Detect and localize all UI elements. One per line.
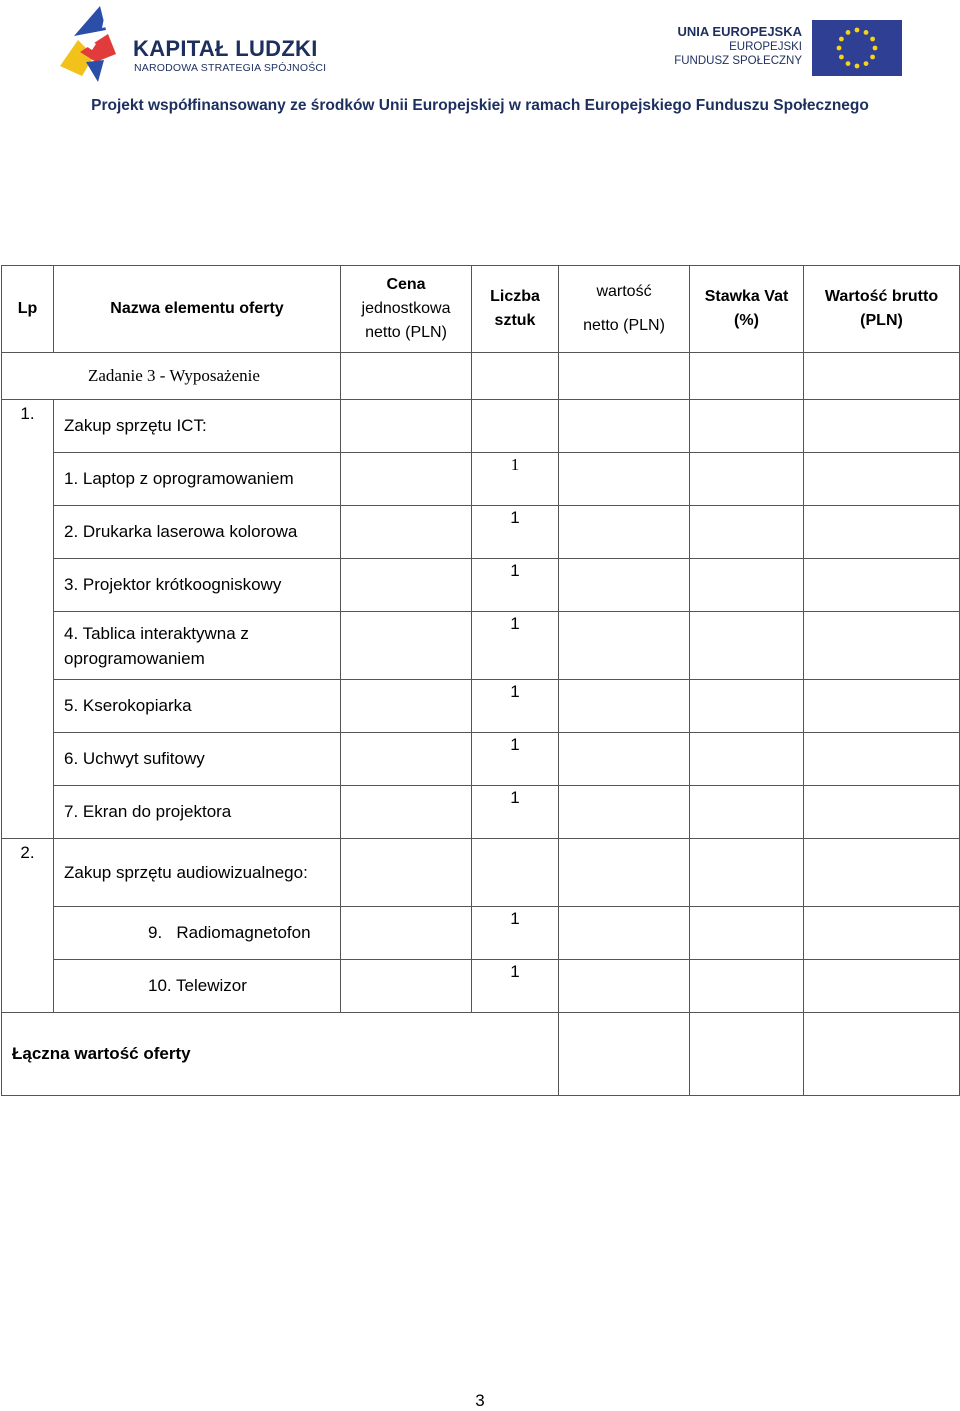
table-row: [2, 786, 960, 839]
col-header-name: Nazwa elementu oferty: [54, 266, 341, 353]
item-qty: 1: [472, 559, 559, 612]
header-row: [2, 266, 960, 353]
item-qty: 1: [472, 960, 559, 1013]
eu-flag-icon: [812, 20, 902, 76]
total-row: [2, 1013, 960, 1096]
col-header-net-value: wartość netto (PLN): [559, 266, 690, 353]
task-title: Zadanie 3 - Wyposażenie: [2, 353, 341, 400]
item-name: 5. Kserokopiarka: [54, 680, 341, 733]
table-row: [2, 612, 960, 680]
group1-row: [2, 400, 960, 453]
group2-name: Zakup sprzętu audiowizualnego:: [54, 839, 341, 907]
table-row: [2, 960, 960, 1013]
item-name: 4. Tablica interaktywna z oprogramowaniem: [54, 612, 341, 680]
item-name: 6. Uchwyt sufitowy: [54, 733, 341, 786]
item-qty: 1: [472, 786, 559, 839]
table-row: [2, 733, 960, 786]
item-qty: 1: [472, 733, 559, 786]
group2-lp: 2.: [2, 839, 54, 1013]
kapital-ludzki-logo: [60, 6, 350, 92]
eu-line2: EUROPEJSKI: [729, 41, 802, 53]
page-number: 3: [475, 1391, 485, 1410]
col-header-lp: Lp: [2, 266, 54, 353]
group1-name: Zakup sprzętu ICT:: [54, 400, 341, 453]
item-name: 1. Laptop z oprogramowaniem: [54, 453, 341, 506]
offer-table: [1, 265, 960, 1096]
table-row: [2, 907, 960, 960]
item-qty: 1: [472, 506, 559, 559]
item-name: 2. Drukarka laserowa kolorowa: [54, 506, 341, 559]
item-qty: 1: [472, 907, 559, 960]
table-row: [2, 559, 960, 612]
item-name: 9. Radiomagnetofon: [54, 907, 341, 960]
table-row: [2, 506, 960, 559]
item-name: 10. Telewizor: [54, 960, 341, 1013]
eu-line1: UNIA EUROPEJSKA: [677, 24, 802, 39]
project-cofinancing-line: Projekt współfinansowany ze środków Unii Europejskiej w ramach Europejskiego Funduszu Społecznego: [91, 97, 869, 114]
item-name: 7. Ekran do projektora: [54, 786, 341, 839]
item-qty: 1: [472, 453, 559, 506]
table-row: [2, 680, 960, 733]
col-header-vat: Stawka Vat (%): [690, 266, 804, 353]
eu-logo: [676, 20, 906, 80]
table-row: [2, 453, 960, 506]
kapital-ludzki-emblem-icon: [60, 6, 130, 92]
task-row: [2, 353, 960, 400]
item-qty: 1: [472, 680, 559, 733]
item-name: 3. Projektor krótkoogniskowy: [54, 559, 341, 612]
eu-line3: FUNDUSZ SPOŁECZNY: [674, 55, 802, 67]
total-label: Łączna wartość oferty: [2, 1013, 559, 1096]
col-header-quantity: Liczba sztuk: [472, 266, 559, 353]
kapital-ludzki-title: KAPITAŁ LUDZKI: [133, 36, 318, 61]
group2-row: [2, 839, 960, 907]
kapital-ludzki-subtitle: NARODOWA STRATEGIA SPÓJNOŚCI: [134, 62, 327, 74]
col-header-gross: Wartość brutto (PLN): [804, 266, 960, 353]
col-header-unit-price: Cena jednostkowa netto (PLN): [341, 266, 472, 353]
group1-lp: 1.: [2, 400, 54, 839]
item-qty: 1: [472, 612, 559, 680]
